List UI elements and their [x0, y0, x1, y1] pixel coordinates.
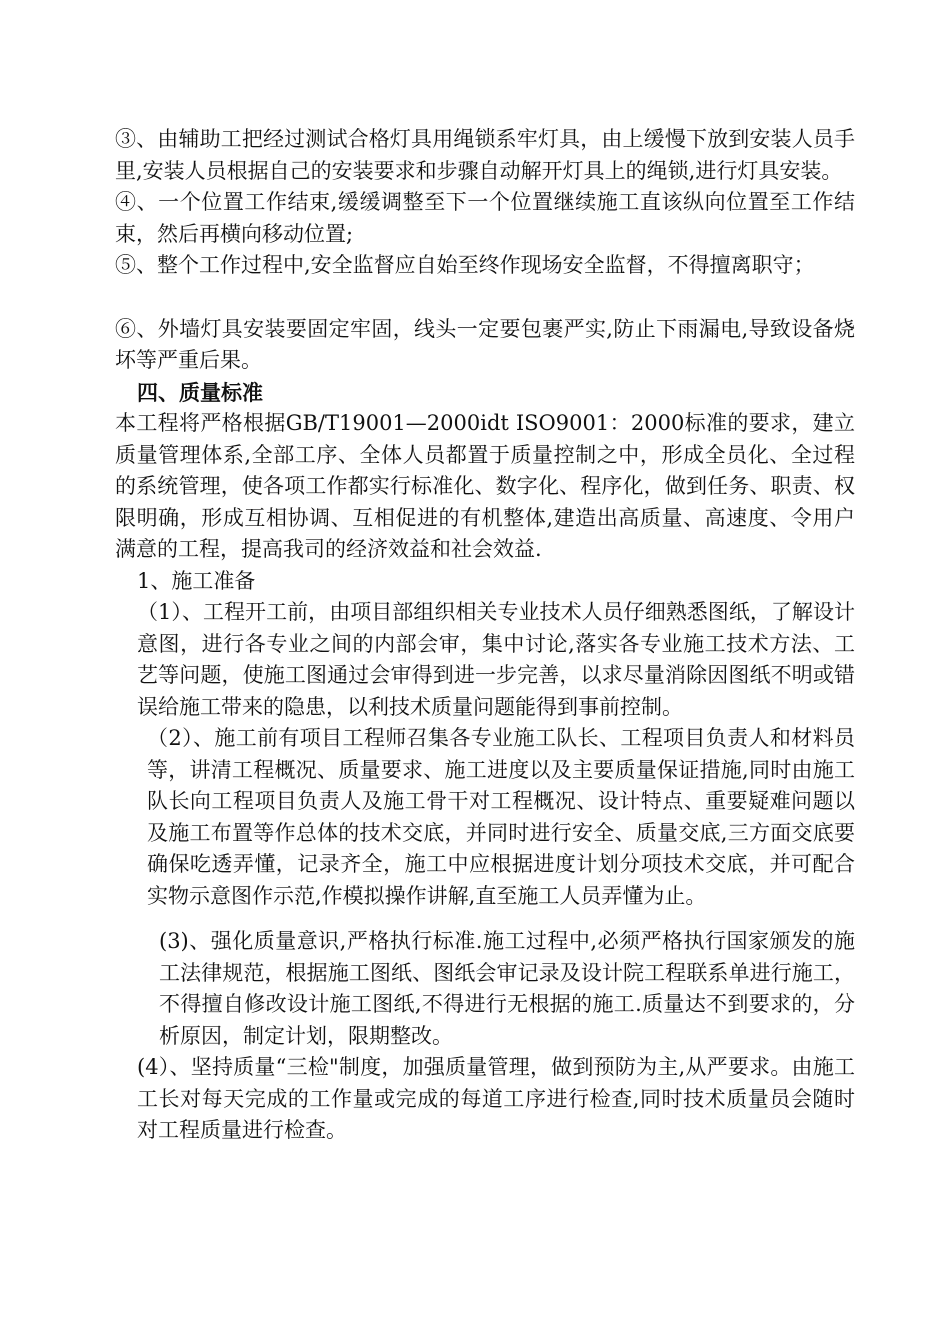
paragraph-item-4: (4）、坚持质量“三检"制度，加强质量管理，做到预防为主,从严要求。由施工工长对每天完成的工作量或完成的每道工序进行检查,同时技术质量员会随时对工程质量进行检查。 [137, 1055, 855, 1142]
paragraph-step-6: ⑥、外墙灯具安装要固定牢固，线头一定要包裹严实,防止下雨漏电,导致设备烧坏等严重后果。 [115, 316, 855, 372]
paragraph-item-1: （1）、工程开工前，由项目部组织相关专业技术人员仔细熟悉图纸，了解设计意图，进行各专业之间的内部会审，集中讨论,落实各专业施工技术方法、工艺等问题，使施工图通过会审得到进一步完善，以求尽量消除因图纸不明或错误给施工带来的隐患，以利技术质量问题能得到事前控制。 [137, 600, 855, 719]
blank-line [115, 912, 855, 926]
subheading-construction-preparation: 1、施工准备 [137, 568, 256, 593]
paragraph-item-2: （2）、施工前有项目工程师召集各专业施工队长、工程项目负责人和材料员等，讲清工程概况、质量要求、施工进度以及主要质量保证措施,同时由施工队长向工程项目负责人及施工骨干对工程概况、设计特点、重要疑难问题以及施工布置等作总体的技术交底，并同时进行安全、质量交底,三方面交底要确保吃透弄懂，记录齐全，施工中应根据进度计划分项技术交底，并可配合实物示意图作示范,作模拟操作讲解,直至施工人员弄懂为止。 [147, 726, 855, 908]
paragraph-step-4: ④、一个位置工作结束,缓缓调整至下一个位置继续施工直该纵向位置至工作结束，然后再横向移动位置; [115, 190, 855, 246]
paragraph-step-3: ③、由辅助工把经过测试合格灯具用绳锁系牢灯具，由上缓慢下放到安装人员手里,安装人员根据自己的安装要求和步骤自动解开灯具上的绳锁,进行灯具安装。 [115, 127, 855, 183]
paragraph-step-5: ⑤、整个工作过程中,安全监督应自始至终作现场安全监督，不得擅离职守； [115, 253, 815, 277]
section-heading-quality-standard: 四、质量标准 [137, 379, 263, 405]
document-body [115, 124, 855, 1147]
paragraph-item-3: (3)、强化质量意识,严格执行标准.施工过程中,必须严格执行国家颁发的施工法律规范，根据施工图纸、图纸会审记录及设计院工程联系单进行施工，不得擅自修改设计施工图纸,不得进行无根据的施工.质量达不到要求的，分析原因，制定计划，限期整改。 [159, 929, 855, 1048]
paragraph-quality-intro: 本工程将严格根据GB/T19001—2000idt ISO9001：2000标准的要求，建立质量管理体系,全部工序、全体人员都置于质量控制之中，形成全员化、全过程的系统管理，使各项工作都实行标准化、数字化、程序化，做到任务、职责、权限明确，形成互相协调、互相促进的有机整体,建造出高质量、高速度、令用户满意的工程，提高我司的经济效益和社会效益. [115, 411, 855, 561]
blank-line [115, 282, 855, 314]
